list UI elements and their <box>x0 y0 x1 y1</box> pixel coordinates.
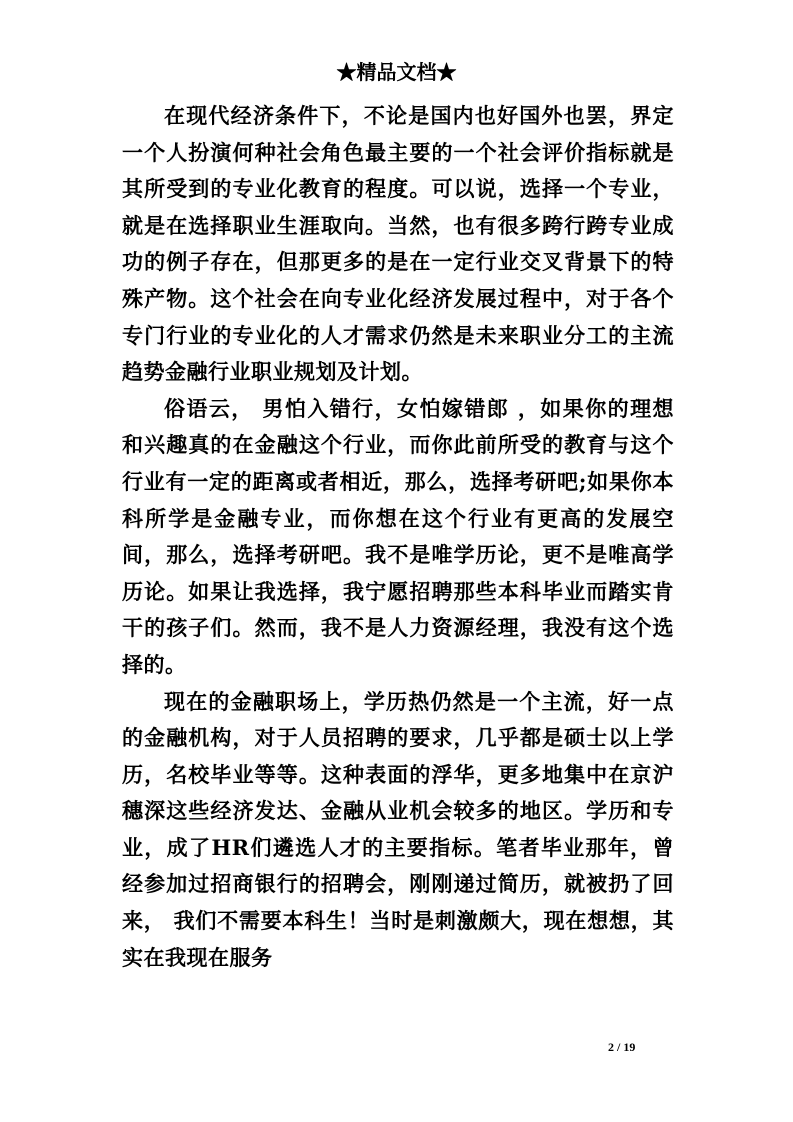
paragraph-3: 现在的金融职场上，学历热仍然是一个主流，好一点的金融机构，对于人员招聘的要求，几乎都是硕士以上学历，名校毕业等等。这种表面的浮华，更多地集中在京沪穗深这些经济发达、金融从业机会较多的地区。学历和专业，成了HR们遴选人才的主要指标。笔者毕业那年，曾经参加过招商银行的招聘会，刚刚递过简历，就被扔了回来， 我们不需要本科生！当时是刺激颇大，现在想想，其实在我现在服务 <box>122 688 674 970</box>
page-number: 2 / 19 <box>608 1040 636 1054</box>
paragraph-1: 在现代经济条件下，不论是国内也好国外也罢，界定一个人扮演何种社会角色最主要的一个社会评价指标就是其所受到的专业化教育的程度。可以说，选择一个专业，就是在选择职业生涯取向。当然，也有很多跨行跨专业成功的例子存在，但那更多的是在一定行业交叉背景下的特殊产物。这个社会在向专业化经济发展过程中，对于各个专门行业的专业化的人才需求仍然是未来职业分工的主流趋势金融行业职业规划及计划。 <box>122 103 674 385</box>
paragraph-2: 俗语云， 男怕入错行，女怕嫁错郎 ，如果你的理想和兴趣真的在金融这个行业，而你此前所受的教育与这个行业有一定的距离或者相近，那么，选择考研吧;如果你本科所学是金融专业，而你想在这个行业有更高的发展空间，那么，选择考研吧。我不是唯学历论，更不是唯高学历论。如果让我选择，我宁愿招聘那些本科毕业而踏实肯干的孩子们。然而，我不是人力资源经理，我没有这个选择的。 <box>122 395 674 677</box>
document-body <box>122 98 674 976</box>
document-header: ★精品文档★ <box>336 60 457 84</box>
